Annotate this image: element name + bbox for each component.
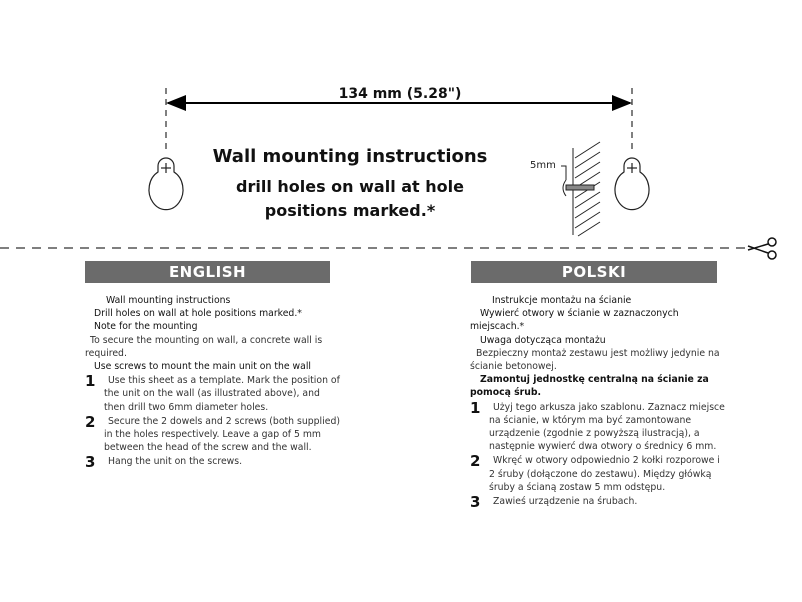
keyhole-right-icon [615,158,649,210]
step-number: 1 [85,372,96,391]
polski-line-3: Uwaga dotycząca montażu [480,334,606,346]
english-step [85,412,340,455]
polski-header: POLSKI [471,261,717,283]
polski-step [470,398,726,454]
english-note: To secure the mounting on wall, a concrete wall is required. [85,334,323,359]
step-number: 1 [470,398,481,417]
english-heading: Use screws to mount the main unit on the wall [94,361,312,373]
english-line-2: Drill holes on wall at hole positions marked.* [94,308,302,320]
step-text: Hang the unit on the screws. [108,456,243,468]
subtitle-line-1: drill holes on wall at hole [236,177,464,196]
step-number: 2 [85,412,96,431]
step-text: Secure the 2 dowels and 2 screws (both supplied) in the holes respectively. Leave a gap of 5 mm between the head of the screw and the wall. [104,415,340,454]
polski-note: Bezpieczny montaż zestawu jest możliwy jedynie na ścianie betonowej. [470,347,720,373]
gap-label: 5mm [530,160,556,171]
polski-section [470,294,726,510]
step-number: 2 [470,452,481,471]
polski-heading: Zamontuj jednostkę centralną na ścianie za pomocą śrub. [470,374,709,399]
page-title: Wall mounting instructions [212,146,488,167]
english-line-1: Wall mounting instructions [106,295,231,306]
wall-screw-illustration [561,142,600,236]
polski-step [470,454,726,494]
step-text: Użyj tego arkusza jako szablonu. Zaznacz miejsce na ścianie, w którym ma być zamontowane urządzenie (zgodnie z powyższą ilustracją), a następnie wywierć dwa otwory o średnicy 6 mm. [489,401,725,453]
scissors-icon [748,238,776,259]
english-step [85,374,340,414]
english-section [85,294,340,470]
step-number: 3 [470,493,481,512]
step-text: Wkręć w otwory odpowiednio 2 kołki rozporowe i 2 śruby (dołączone do zestawu). Między główką śruby a ścianą zostaw 5 mm odstępu. [489,455,720,493]
polski-line-2: Wywierć otwory w ścianie w zaznaczonych miejscach.* [470,308,679,333]
polski-line-1: Instrukcje montażu na ścianie [492,295,632,306]
dimension-label: 134 mm (5.28") [338,86,462,102]
polski-step [470,495,726,510]
step-number: 3 [85,453,96,472]
english-step [85,455,340,470]
english-header: ENGLISH [85,261,330,283]
step-text: Zawieś urządzenie na śrubach. [493,496,638,508]
subtitle-line-2: positions marked.* [264,201,436,220]
step-text: Use this sheet as a template. Mark the position of the unit on the wall (as illustrated above), and then drill two 6mm diameter holes. [104,375,340,413]
english-line-3: Note for the mounting [94,321,198,333]
